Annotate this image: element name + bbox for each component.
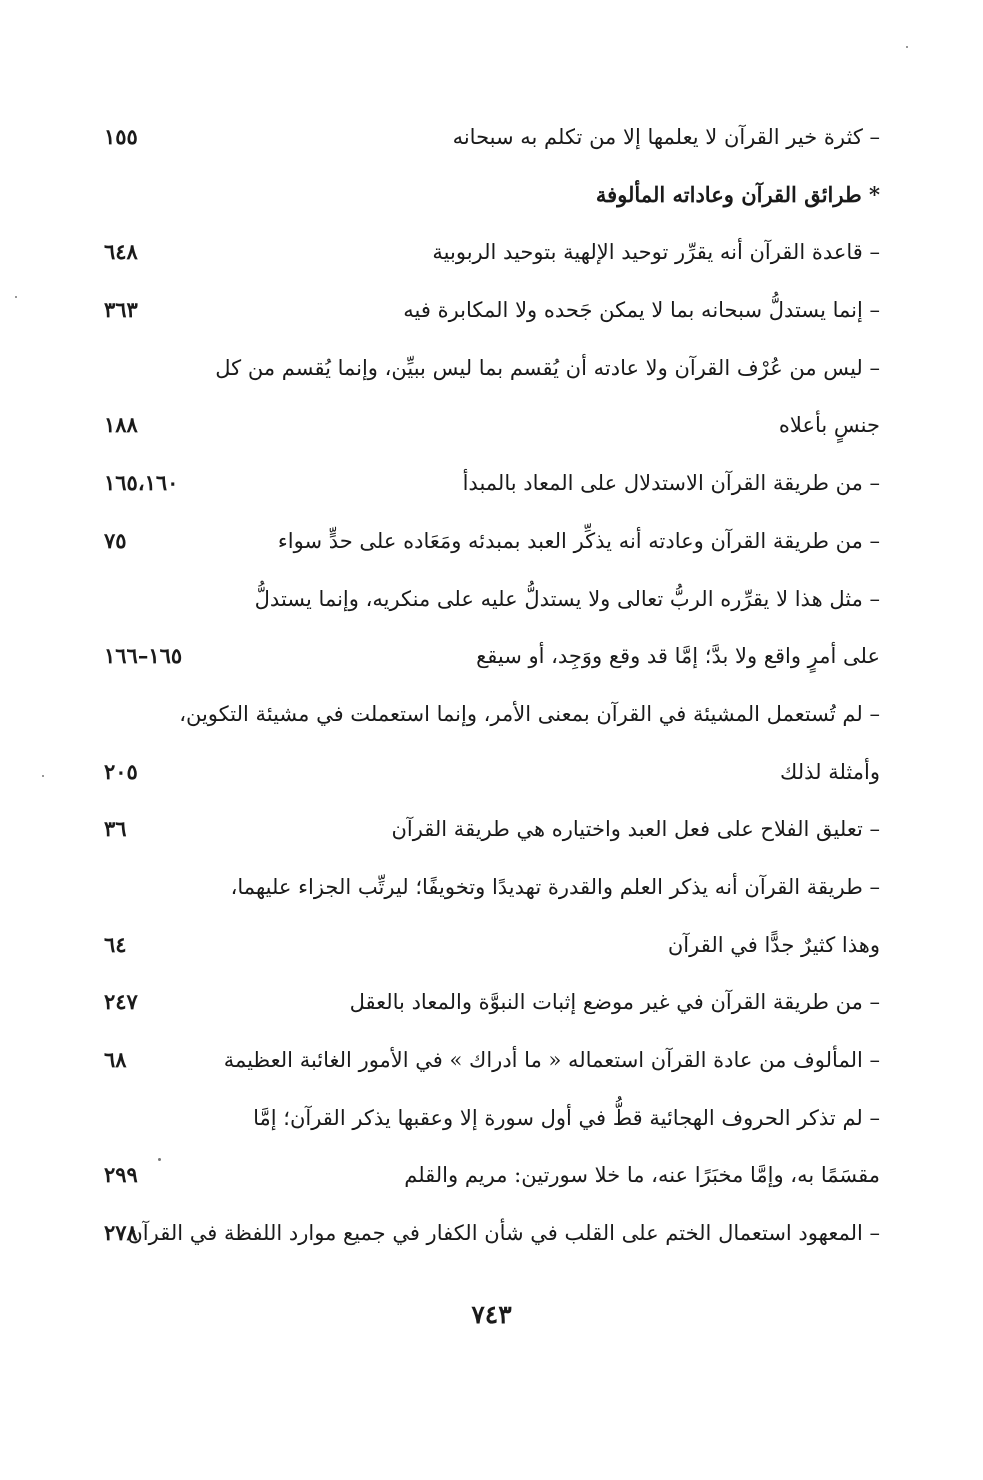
page-reference: ٦٨ — [104, 1047, 127, 1072]
index-entry-text: – من طريقة القرآن الاستدلال على المعاد بالمبدأ — [462, 471, 880, 496]
index-entry — [100, 1150, 880, 1208]
index-entry — [100, 516, 880, 574]
index-entry — [100, 977, 880, 1035]
page-reference: ١٦٥–١٦٦ — [104, 643, 183, 669]
index-entry — [100, 400, 880, 458]
index-entry-text: – المألوف من عادة القرآن استعماله « ما أدراك » في الأمور الغائبة العظيمة — [223, 1048, 880, 1072]
index-entry-text: – المعهود استعمال الختم على القلب في شأن الكفار في جميع موارد اللفظة في القرآن — [127, 1221, 880, 1246]
page-reference: ٢٤٧ — [104, 989, 138, 1015]
index-entry-text: – من طريقة القرآن وعادته أنه يذكِّر العبد بمبدئه ومَعَاده على حدٍّ سواء — [277, 528, 880, 553]
index-entry — [100, 689, 880, 747]
index-entry — [100, 1208, 880, 1266]
page-reference: ٣٦ — [104, 816, 127, 842]
page-reference: ١٥٥ — [104, 124, 138, 149]
index-entry-text: – لم تذكر الحروف الهجائية قطُّ في أول سورة إلا وعقبها يذكر القرآن؛ إمَّا — [253, 1105, 880, 1130]
index-entry-text: وهذا كثيرٌ جدًّا في القرآن — [667, 932, 880, 957]
section-heading-text: * طرائق القرآن وعاداته المألوفة — [595, 181, 880, 207]
index-entry-text: مقسَمًا به، وإمَّا مخبَرًا عنه، ما خلا سورتين: مريم والقلم — [404, 1163, 880, 1188]
page-reference: ١٦٥،١٦٠ — [104, 470, 179, 496]
index-entry-text: – طريقة القرآن أنه يذكر العلم والقدرة تهديدًا وتخويفًا؛ ليرتِّب الجزاء عليهما، — [230, 874, 880, 899]
index-entry-text: – ليس من عُرْف القرآن ولا عادته أن يُقسم بما ليس ببيِّن، وإنما يُقسم من كل — [215, 355, 880, 380]
scan-speck — [15, 296, 17, 298]
index-entry-text: على أمرٍ واقع ولا بدَّ؛ إمَّا قد وقع ووَجِد، أو سيقع — [476, 644, 880, 669]
index-entry — [100, 1093, 880, 1151]
index-entry — [100, 1035, 880, 1093]
index-entry — [100, 285, 880, 343]
page-reference: ١٨٨ — [104, 412, 138, 438]
page-reference: ٧٥ — [104, 527, 127, 553]
scan-speck — [906, 46, 908, 48]
page-reference: ٢٠٥ — [104, 758, 138, 784]
section-heading — [100, 170, 880, 228]
scan-speck — [42, 775, 44, 777]
page-reference: ٦٤ — [104, 931, 127, 957]
page-reference: ٦٤٨ — [104, 239, 138, 265]
index-entry — [100, 343, 880, 401]
page-reference: ٢٧٨ — [104, 1220, 138, 1246]
index-entry-text: – لم تُستعمل المشيئة في القرآن بمعنى الأمر، وإنما استعملت في مشيئة التكوين، — [179, 701, 880, 726]
index-entry-text: – تعليق الفلاح على فعل العبد واختياره هي طريقة القرآن — [391, 817, 880, 842]
index-entry-text: – إنما يستدلُّ سبحانه بما لا يمكن جَحده ولا المكابرة فيه — [403, 298, 880, 323]
scan-speck — [158, 1158, 161, 1161]
index-entry — [100, 574, 880, 632]
index-entry — [100, 458, 880, 516]
index-entry — [100, 920, 880, 978]
index-entry — [100, 112, 880, 170]
index-entry-text: – مثل هذا لا يقرِّره الربُّ تعالى ولا يستدلُّ عليه على منكريه، وإنما يستدلُّ — [254, 586, 880, 611]
index-entry — [100, 747, 880, 805]
index-entry-text: – قاعدة القرآن أنه يقرِّر توحيد الإلهية بتوحيد الربوبية — [432, 240, 880, 265]
index-entry — [100, 631, 880, 689]
page-number: ٧٤٣ — [471, 1300, 512, 1329]
index-entry-list — [100, 112, 880, 1266]
index-entry — [100, 804, 880, 862]
page-reference: ٢٩٩ — [104, 1162, 138, 1188]
index-entry-text: – من طريقة القرآن في غير موضع إثبات النبوَّة والمعاد بالعقل — [349, 990, 880, 1015]
index-entry — [100, 862, 880, 920]
index-entry-text: وأمثلة لذلك — [780, 759, 880, 784]
page-reference: ٣٦٣ — [104, 297, 138, 323]
index-entry-text: – كثرة خير القرآن لا يعلمها إلا من تكلم به سبحانه — [452, 125, 880, 149]
index-entry — [100, 227, 880, 285]
index-entry-text: جنسٍ بأعلاه — [778, 413, 880, 438]
